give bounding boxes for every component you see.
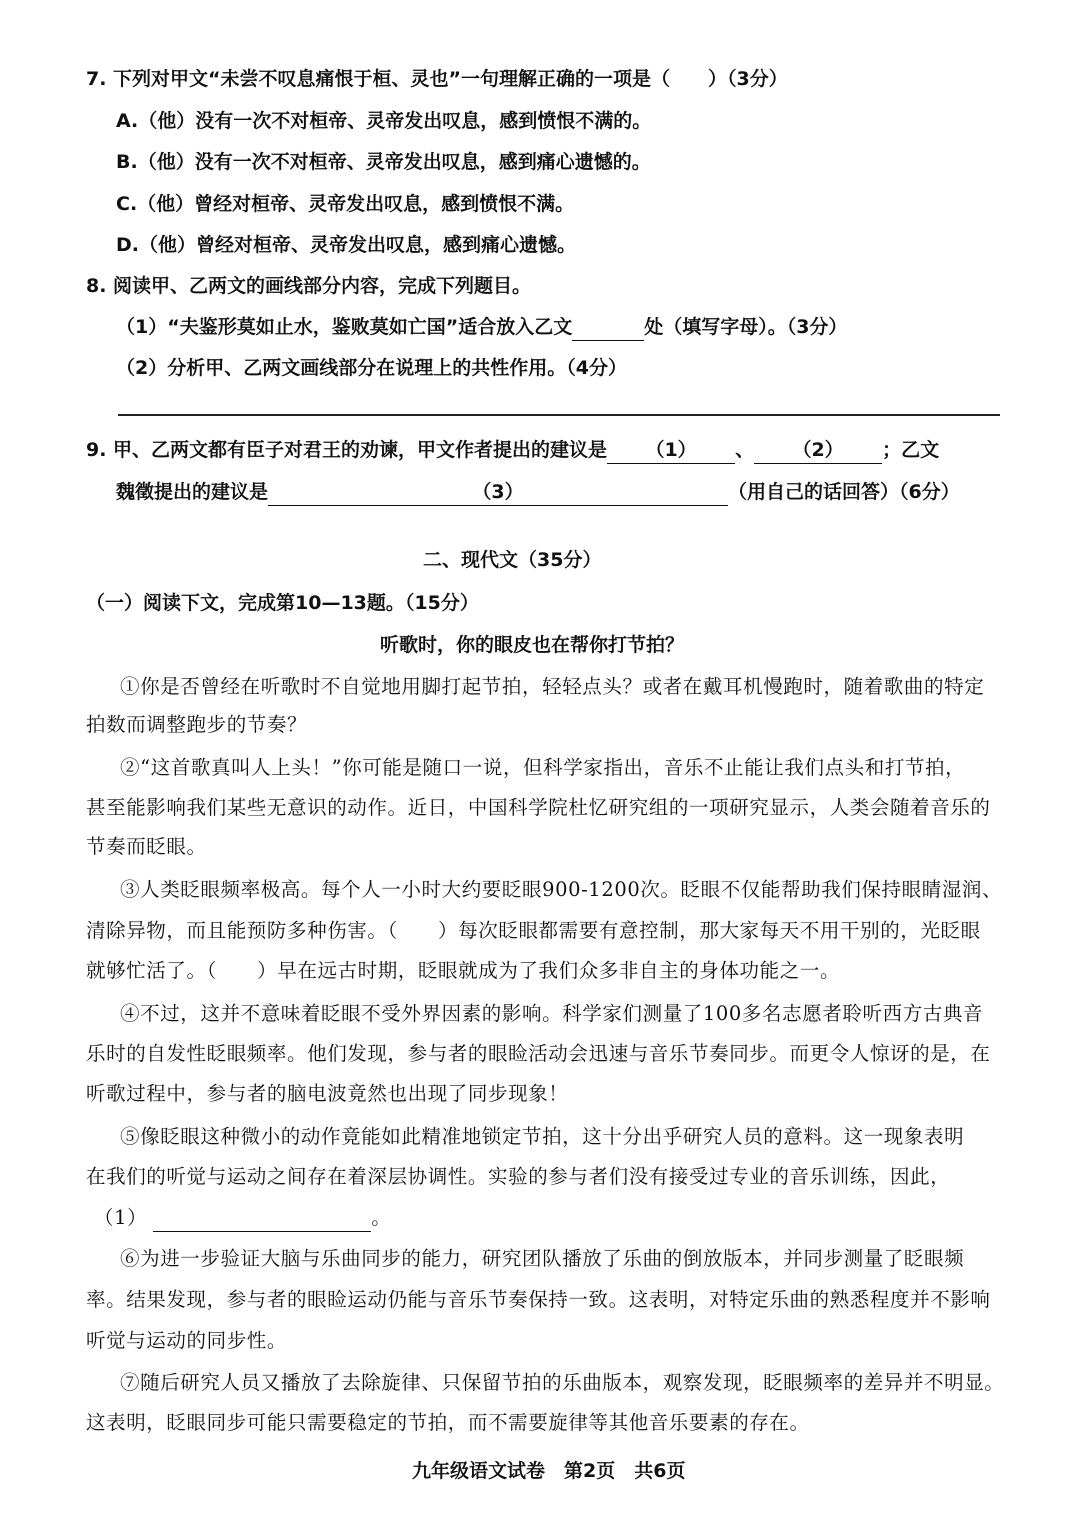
paragraph-line: 率。结果发现，参与者的眼睑运动仍能与音乐节奏保持一致。这表明，对特定乐曲的熟悉程度并不影响 <box>86 1288 991 1311</box>
paragraph-line: ①你是否曾经在听歌时不自觉地用脚打起节拍，轻轻点头？或者在戴耳机慢跑时，随着歌曲的特定 <box>120 675 985 698</box>
p5-blank-line <box>94 1205 391 1232</box>
p5-blank-label: （1） <box>94 1206 148 1229</box>
q9-blank-2[interactable]: （2） <box>754 437 882 464</box>
q7-option-a: A.（他）没有一次不对桓帝、灵帝发出叹息，感到愤恨不满的。 <box>116 110 652 132</box>
q9-line2-text: 魏徵提出的建议是 <box>116 481 269 503</box>
q9-sep: 、 <box>735 439 755 461</box>
q8-sub1 <box>116 314 847 341</box>
p5-answer-blank[interactable] <box>153 1205 371 1232</box>
paragraph-line: ③人类眨眼频率极高。每个人一小时大约要眨眼900-1200次。眨眼不仅能帮助我们保持眼睛湿润、 <box>120 878 1003 901</box>
paragraph-line: 听觉与运动的同步性。 <box>86 1329 288 1352</box>
q9-line2-suffix: （用自己的话回答）（6分） <box>728 481 960 503</box>
section-title: 二、现代文（35分） <box>423 549 602 571</box>
paragraph-line: ②“这首歌真叫人上头！”你可能是随口一说，但科学家指出，音乐不止能让我们点头和打节拍， <box>120 756 966 779</box>
paragraph-line: ⑤像眨眼这种微小的动作竟能如此精准地锁定节拍，这十分出乎研究人员的意料。这一现象表明 <box>120 1125 965 1148</box>
q7-option-d: D.（他）曾经对桓帝、灵帝发出叹息，感到痛心遗憾。 <box>116 234 576 256</box>
paragraph-line: 在我们的听觉与运动之间存在着深层协调性。实验的参与者们没有接受过专业的音乐训练，因此， <box>86 1165 951 1188</box>
paragraph-line: 清除异物，而且能预防多种伤害。（ ）每次眨眼都需要有意控制，那大家每天不用干别的，光眨眼 <box>86 919 981 942</box>
paragraph-line: 这表明，眨眼同步可能只需要稳定的节拍，而不需要旋律等其他音乐要素的存在。 <box>86 1411 810 1434</box>
q8-stem: 8. 阅读甲、乙两文的画线部分内容，完成下列题目。 <box>86 275 532 297</box>
paragraph-line: 拍数而调整跑步的节奏？ <box>86 713 308 736</box>
q7-option-b: B.（他）没有一次不对桓帝、灵帝发出叹息，感到痛心遗憾的。 <box>116 151 651 173</box>
paragraph-line: 听歌过程中，参与者的脑电波竟然也出现了同步现象！ <box>86 1082 569 1105</box>
paragraph-line: 乐时的自发性眨眼频率。他们发现，参与者的眼睑活动会迅速与音乐节奏同步。而更令人惊讶的是，在 <box>86 1042 991 1065</box>
q7-stem: 7. 下列对甲文“未尝不叹息痛恨于桓、灵也”一句理解正确的一项是（ ）（3分） <box>86 68 788 90</box>
q9-line2 <box>116 479 960 506</box>
paragraph-line: ⑦随后研究人员又播放了去除旋律、只保留节拍的乐曲版本，观察发现，眨眼频率的差异并不明显。 <box>120 1371 1005 1394</box>
q9-after: ；乙文 <box>882 439 940 461</box>
q8-sub1-text: （1）“夫鉴形莫如止水，鉴败莫如亡国”适合放入乙文 <box>116 316 573 338</box>
q9-text: 9. 甲、乙两文都有臣子对君王的劝谏，甲文作者提出的建议是 <box>86 439 608 461</box>
q9-blank-3[interactable]: （3） <box>268 479 728 506</box>
q9-blank-1[interactable]: （1） <box>607 437 735 464</box>
paragraph-line: ⑥为进一步验证大脑与乐曲同步的能力，研究团队播放了乐曲的倒放版本，并同步测量了眨眼频 <box>120 1247 965 1270</box>
paragraph-line: ④不过，这并不意味着眨眼不受外界因素的影响。科学家们测量了100多名志愿者聆听西方古典音 <box>120 1002 984 1025</box>
paragraph-line: 就够忙活了。（ ）早在远古时期，眨眼就成为了我们众多非自主的身体功能之一。 <box>86 959 841 982</box>
q8-answer-blank[interactable] <box>572 314 644 341</box>
paragraph-line: 节奏而眨眼。 <box>86 835 207 858</box>
paragraph-line: 甚至能影响我们某些无意识的动作。近日，中国科学院杜忆研究组的一项研究显示，人类会随着音乐的 <box>86 796 991 819</box>
q7-option-c: C.（他）曾经对桓帝、灵帝发出叹息，感到愤恨不满。 <box>116 193 575 215</box>
q8-answer-line[interactable] <box>118 414 1000 416</box>
p5-blank-end: 。 <box>371 1206 392 1229</box>
q8-sub2: （2）分析甲、乙两文画线部分在说理上的共性作用。（4分） <box>116 357 627 379</box>
article-title: 听歌时，你的眼皮也在帮你打节拍？ <box>380 634 685 656</box>
q9-line1 <box>86 437 939 464</box>
page-footer: 九年级语文试卷 第2页 共6页 <box>412 1460 686 1482</box>
q8-sub1-tail: 处（填写字母）。（3分） <box>644 316 848 338</box>
part1-instruction: （一）阅读下文，完成第10—13题。（15分） <box>86 592 479 614</box>
